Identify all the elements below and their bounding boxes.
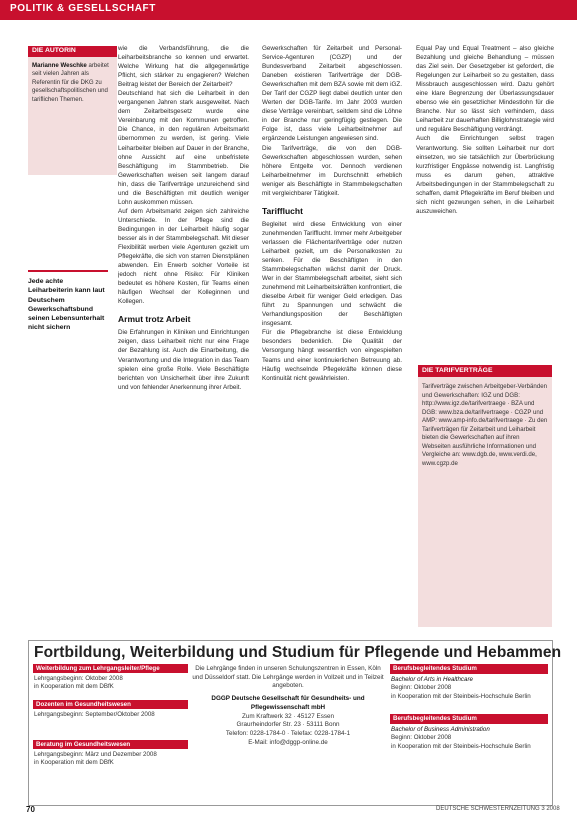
author-label: DIE AUTORIN xyxy=(28,46,117,57)
ad-course-heading: Weiterbildung zum Lehrgangsleiter/Pflege xyxy=(33,664,188,673)
ad-study-start: Beginn: Oktober 2008 xyxy=(391,684,452,692)
article-column-2 xyxy=(262,44,402,634)
tarifvertraege-text: Tarifverträge zwischen Arbeitgeber-Verbänden und Gewerkschaften: IGZ und DGB: http://www.igz.de/tarifvertraege · BZA und DGB: www.bza.de/tarifvertraege · CGZP und AMP: www.amp-info.de/tarifvertraege · Zu den Tarifverträgen für Zeitarbeit und Leiharbeit bieten die Gewerkschaften auf ihren Webseiten ausführliche Informationen und Vergleiche an: www.dgb.de, www.verdi.de, www.cgzp.de xyxy=(422,383,548,467)
ad-study-heading: Berufsbegleitendes Studium xyxy=(390,714,548,724)
ad-study-start: Beginn: Oktober 2008 xyxy=(391,734,452,742)
ad-course-date: Lehrgangsbeginn: Oktober 2008 xyxy=(34,675,123,682)
tarifvertraege-label: DIE TARIFVERTRÄGE xyxy=(418,365,552,377)
ad-contact-block xyxy=(192,665,384,747)
ad-course-heading: Beratung im Gesundheitswesen xyxy=(33,740,188,749)
ad-organization: DGGP Deutsche Gesellschaft für Gesundheits- und Pflegewissenschaft mbH xyxy=(211,695,365,711)
paragraph: Deutschland hat sich die Leiharbeit in den vergangenen Jahren stark ausgeweitet. Nach dem Zeitarbeitsgesetz wurde eine Vereinbarung mit den Kommunen getroffen. Die Chance, in den regulären Arbeitsmarkt übernommen zu werden, ist gering. Viele Leiharbeiter bleiben auf Dauer in der Branche, ohne Aussicht auf eine unbefristete Beschäftigung im Stammbetrieb. Die Gewerkschaften weisen seit langem darauf hin, dass die Tarifverträge unzureichend sind und die Beschäftigten mit deutlich weniger Lohn auskommen müssen. xyxy=(118,90,249,206)
ad-course-date: Lehrgangsbeginn: März und Dezember 2008 xyxy=(34,751,157,758)
article-column-3 xyxy=(416,44,554,360)
ad-course-body xyxy=(34,751,189,768)
ad-email[interactable]: E-Mail: info@dggp-online.de xyxy=(248,738,328,746)
section-title: POLITIK & GESELLSCHAFT xyxy=(10,3,156,14)
subheading: Tarifflucht xyxy=(262,205,303,216)
ad-course-heading: Dozenten im Gesundheitswesen xyxy=(33,700,188,709)
paragraph: Gewerkschaften für Zeitarbeit und Personal-Service-Agenturen (CGZP) und der Bundesverband Zeitarbeit abgeschlossen. Daneben existieren Tarifverträge der DGB-Gewerkschaften mit dem BZA sowie mit dem iGZ. Der Tarif der CGZP liegt dabei deutlich unter den Werten der DGB-Tarife. Im Jahr 2003 wurden diese Verträge vereinbart, seitdem sind die Löhne in der Branche nur geringfügig gestiegen. Die Folge ist, dass viele Leiharbeitnehmer auf ergänzende Leistungen angewiesen sind. xyxy=(262,45,402,143)
page-number: 70 xyxy=(26,805,35,814)
paragraph: Die Erfahrungen in Kliniken und Einrichtungen zeigen, dass Leiharbeit nicht nur eine Frage der Bezahlung ist. Auch die Einarbeitung, die Verantwortung und die Integration in das Team spielen eine große Rolle. Viele Beschäftigte berichten von Unsicherheit über ihre Zukunft und von fehlender Anerkennung ihrer Arbeit. xyxy=(118,329,249,391)
ad-title: Fortbildung, Weiterbildung und Studium für Pflegende und Hebammen xyxy=(34,644,562,661)
subheading: Armut trotz Arbeit xyxy=(118,314,191,325)
paragraph: Auch die Einrichtungen selbst tragen Verantwortung. Sie sollten Leiharbeit nur dort einsetzen, wo sie tatsächlich zur Überbrückung kurzfristiger Engpässe notwendig ist. Langfristig muss es darum gehen, attraktive Arbeitsbedingungen in der Stammbelegschaft zu schaffen, damit Pflegekräfte im Beruf bleiben und sich nicht gezwungen sehen, in die Leiharbeit auszuweichen. xyxy=(416,135,554,215)
ad-study-title: Bachelor of Arts in Healthcare xyxy=(391,676,473,683)
ad-study-body xyxy=(391,726,549,751)
author-bio xyxy=(32,62,114,104)
magazine-name: DEUTSCHE SCHWESTERNZEITUNG 3 2008 xyxy=(436,806,560,812)
ad-study-note: in Kooperation mit der Steinbeis-Hochschule Berlin xyxy=(391,692,531,700)
ad-study-body xyxy=(391,676,549,701)
ad-course-note: in Kooperation mit dem DBfK xyxy=(34,683,114,691)
paragraph: Auf dem Arbeitsmarkt zeigen sich zahlreiche Unterschiede. In der Pflege sind die Bedingungen in der Leiharbeit häufig sogar besser als in der Stammbelegschaft. Mit dieser Flexibilität werben viele Agenturen gezielt um Pflegekräfte, die sich von starren Dienstplänen abwenden. Ein Erwerb solcher Vorteile ist jedoch nicht ohne Risiko: Für Kliniken bedeutet es höhere Kosten, für Teams einen häufigen Wechsel der Kolleginnen und Kollegen. xyxy=(118,207,249,306)
paragraph: Equal Pay und Equal Treatment – also gleiche Bezahlung und gleiche Behandlung – müssen das Ziel sein. Der Gesetzgeber ist gefordert, die Regelungen zur Leiharbeit so zu gestalten, dass Missbrauch ausgeschlossen wird. Dazu gehört eine klare Begrenzung der Überlassungsdauer ebenso wie ein gesetzlicher Mindestlohn für die Branche. Nur so lässt sich verhindern, dass Leiharbeit zur dauerhaften Billiglohnstrategie wird und reguläre Beschäftigung verdrängt. xyxy=(416,45,554,134)
ad-course-body xyxy=(34,711,189,719)
ad-phone: Telefon: 0228-1784-0 · Telefax: 0228-1784-1 xyxy=(225,729,351,737)
ad-address: Zum Kraftwerk 32 · 45127 Essen xyxy=(241,712,335,720)
paragraph: Die Tarifverträge, die von den DGB-Gewerkschaften abgeschlossen wurden, sehen höhere Entgelte vor. Dennoch verdienen Leiharbeitnehmer im Durchschnitt erheblich weniger als Beschäftigte in Stammbelegschaften mit vergleichbarer Tätigkeit. xyxy=(262,144,402,197)
ad-study-heading: Berufsbegleitendes Studium xyxy=(390,664,548,674)
paragraph: Für die Pflegebranche ist diese Entwicklung besonders bedenklich. Die Qualität der Versorgung hängt wesentlich von eingespielten Teams und einer kontinuierlichen Betreuung ab. Häufig wechselnde Pflegekräfte können diese Kontinuität nicht gewährleisten. xyxy=(262,329,402,382)
ad-course-note: in Kooperation mit dem DBfK xyxy=(34,759,114,767)
author-name: Marianne Weschke xyxy=(32,62,87,69)
ad-study-note: in Kooperation mit der Steinbeis-Hochschule Berlin xyxy=(391,742,531,750)
paragraph: Begleitet wird diese Entwicklung von einer zunehmenden Tarifflucht. Immer mehr Arbeitgeber verlassen die Flächentarifverträge oder nutzen Leiharbeit gezielt, um die Personalkosten zu senken. Für die Beschäftigten in den Stammbelegschaften wächst damit der Druck. Wer in der Stammbelegschaft arbeitet, sieht sich zunehmend mit Leiharbeitskräften konfrontiert, die dieselbe Arbeit für weniger Geld erledigen. Das führt zu Spannungen und schwächt die Verhandlungsposition der Beschäftigten insgesamt. xyxy=(262,220,402,328)
ad-course-body xyxy=(34,675,189,692)
ad-address: Graurheindorfer Str. 23 · 53111 Bonn xyxy=(236,721,340,729)
article-column-1 xyxy=(118,44,249,634)
ad-intro: Die Lehrgänge finden in unseren Schulungszentren in Essen, Köln und Düsseldorf statt. Die Lehrgänge werden in Vollzeit und in Teilzeit angeboten. xyxy=(192,665,384,690)
ad-course-date: Lehrgangsbeginn: September/Oktober 2008 xyxy=(34,711,155,718)
paragraph: wie die Verbandsführung, die die Leiharbeitsbranche so kennen und erwartet. Welche Wirkung hat die allgegenwärtige Pflicht, sich stärker zu engagieren? Welchen Beitrag leistet der Bereich der Zeitarbeit? xyxy=(118,45,249,89)
ad-study-title: Bachelor of Business Administration xyxy=(391,726,490,733)
pull-quote: Jede achte Leiharbeiterin kann laut Deutschem Gewerkschaftsbund seinen Lebensunterhalt nicht sichern xyxy=(28,270,108,333)
author-bio-text: arbeitet seit vielen Jahren als Referentin für die DKG zu gesellschaftspolitischen und tariflichen Themen. xyxy=(32,62,109,103)
